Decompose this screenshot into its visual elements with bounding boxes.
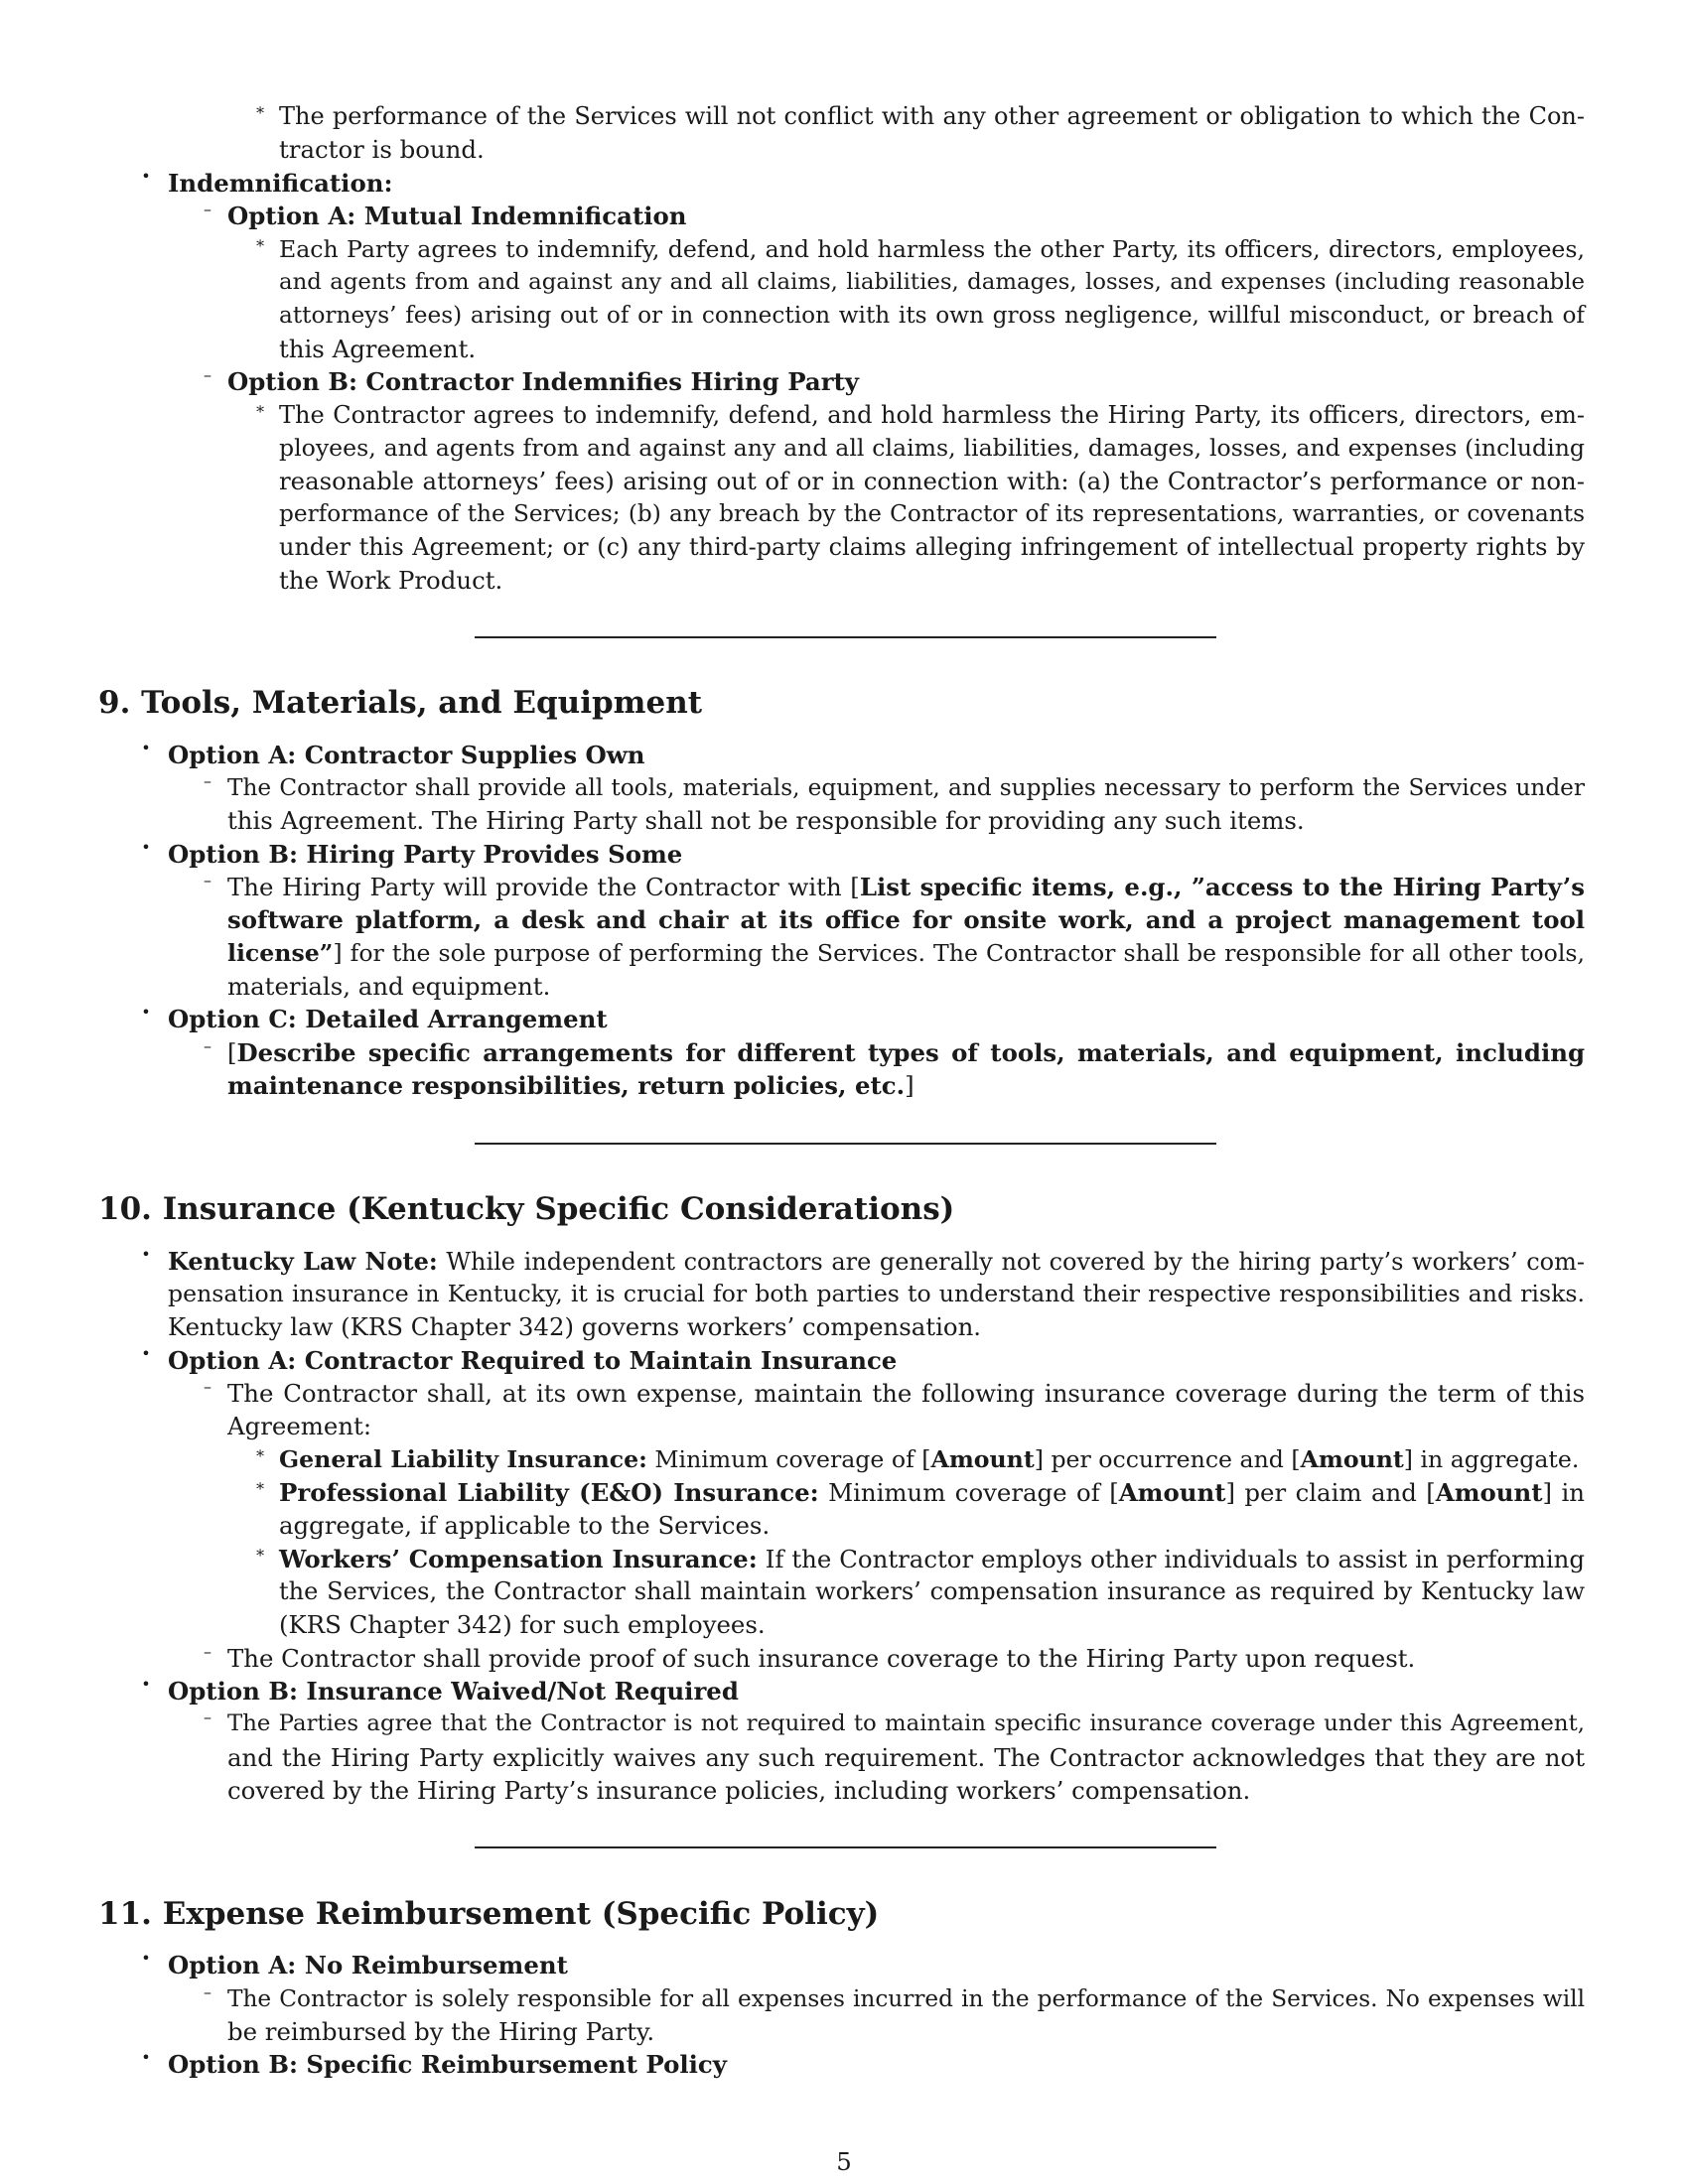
professional-liability-line-1: Professional Liability (E&O) Insurance: Minimum coverage of [Amount] per claim and [Amount] in — [279, 1478, 1586, 1507]
section-divider — [475, 1143, 1216, 1145]
insurance-b-line-3: covered by the Hiring Party’s insurance policies, including workers’ compensation. — [227, 1776, 1251, 1805]
indem-option-b-label: Option B: Contractor Indemnifies Hiring Party — [227, 367, 859, 396]
bullet-marker: • — [141, 167, 151, 186]
page-number: 5 — [836, 2147, 852, 2176]
bullet-marker: • — [141, 1344, 151, 1363]
dash-marker: – — [204, 1036, 211, 1055]
star-marker: ∗ — [254, 100, 266, 119]
expense-a-line-2: be reimbursed by the Hiring Party. — [227, 2017, 655, 2046]
bullet-marker: • — [141, 1245, 151, 1264]
section-11-heading: 11. Expense Reimbursement (Specific Policy) — [98, 1896, 880, 1932]
indem-a-line-1: Each Party agrees to indemnify, defend, and hold harmless the other Party, its officers, directors, employees, — [279, 235, 1585, 263]
insurance-b-line-1: The Parties agree that the Contractor is not required to maintain specific insurance coverage under this Agreement, — [227, 1710, 1585, 1736]
section-9-heading: 9. Tools, Materials, and Equipment — [98, 685, 703, 721]
bullet-marker: • — [141, 1675, 151, 1694]
tools-option-a-label: Option A: Contractor Supplies Own — [168, 741, 645, 769]
insurance-option-b-label: Option B: Insurance Waived/Not Required — [168, 1677, 739, 1706]
indem-b-line-1: The Contractor agrees to indemnify, defend, and hold harmless the Hiring Party, its officers, directors, em- — [279, 401, 1585, 429]
bullet-marker: • — [141, 838, 151, 857]
tools-b-line-1: The Hiring Party will provide the Contractor with [List specific items, e.g., ”access to the Hiring Party’s — [227, 873, 1586, 901]
rep-line-1: The performance of the Services will not conflict with any other agreement or obligation to which the Con- — [279, 102, 1585, 130]
dash-marker: – — [204, 1982, 211, 2001]
tools-a-line-1: The Contractor shall provide all tools, materials, equipment, and supplies necessary to perform the Services under — [227, 774, 1585, 801]
tools-b-line-2: software platform, a desk and chair at its office for onsite work, and a project management tool — [227, 905, 1585, 934]
dash-marker: – — [204, 1707, 211, 1726]
indem-b-line-4: performance of the Services; (b) any breach by the Contractor of its representations, warranties, or covenants — [279, 500, 1585, 527]
tools-c-line-2: maintenance responsibilities, return policies, etc.] — [227, 1071, 914, 1100]
dash-marker: – — [204, 365, 211, 384]
dash-marker: – — [204, 1377, 211, 1396]
indemnification-label: Indemnification: — [168, 169, 393, 198]
general-liability-line: General Liability Insurance: Minimum coverage of [Amount] per occurrence and [Amount] in aggregate. — [279, 1445, 1580, 1473]
section-10-heading: 10. Insurance (Kentucky Specific Considerations) — [98, 1191, 955, 1227]
proof-of-insurance-line: The Contractor shall provide proof of such insurance coverage to the Hiring Party upon request. — [227, 1644, 1416, 1673]
section-divider — [475, 1846, 1216, 1848]
workers-comp-line-2: the Services, the Contractor shall maintain workers’ compensation insurance as required by Kentucky law — [279, 1577, 1585, 1605]
dash-marker: – — [204, 871, 211, 889]
dash-marker: – — [204, 200, 211, 218]
insurance-a-line-1: The Contractor shall, at its own expense, maintain the following insurance coverage during the term of this — [227, 1379, 1585, 1408]
dash-marker: – — [204, 1642, 211, 1661]
tools-a-line-2: this Agreement. The Hiring Party shall not be responsible for providing any such items. — [227, 806, 1305, 835]
bullet-marker: • — [141, 1949, 151, 1968]
tools-c-line-1: [Describe specific arrangements for different types of tools, materials, and equipment, including — [227, 1038, 1585, 1067]
indem-a-line-4: this Agreement. — [279, 335, 477, 363]
professional-liability-line-2: aggregate, if applicable to the Services. — [279, 1511, 771, 1540]
workers-comp-line-3: (KRS Chapter 342) for such employees. — [279, 1610, 766, 1639]
section-divider — [475, 636, 1216, 638]
insurance-b-line-2: and the Hiring Party explicitly waives any such requirement. The Contractor acknowledges that they are not — [227, 1743, 1585, 1772]
bullet-marker: • — [141, 739, 151, 757]
star-marker: ∗ — [254, 1476, 266, 1495]
indem-a-line-3: attorneys’ fees) arising out of or in connection with its own gross negligence, willful misconduct, or breach of — [279, 302, 1585, 329]
workers-comp-line-1: Workers’ Compensation Insurance: If the Contractor employs other individuals to assist in performing — [279, 1545, 1585, 1573]
expense-a-line-1: The Contractor is solely responsible for all expenses incurred in the performance of the Services. No expenses will — [227, 1985, 1585, 2012]
indem-b-line-5: under this Agreement; or (c) any third-party claims alleging infringement of intellectual property rights by — [279, 533, 1585, 561]
tools-option-c-label: Option C: Detailed Arrangement — [168, 1005, 608, 1033]
ky-note-line-3: Kentucky law (KRS Chapter 342) governs workers’ compensation. — [168, 1312, 982, 1341]
expense-option-b-label: Option B: Specific Reimbursement Policy — [168, 2050, 727, 2079]
insurance-option-a-label: Option A: Contractor Required to Maintain Insurance — [168, 1346, 898, 1375]
indem-b-line-3: reasonable attorneys’ fees) arising out of or in connection with: (a) the Contractor’s performance or non- — [279, 467, 1585, 495]
tools-option-b-label: Option B: Hiring Party Provides Some — [168, 840, 683, 869]
star-marker: ∗ — [254, 1543, 266, 1562]
star-marker: ∗ — [254, 233, 266, 252]
rep-line-2: tractor is bound. — [279, 135, 485, 164]
star-marker: ∗ — [254, 399, 266, 418]
indem-b-line-2: ployees, and agents from and against any and all claims, liabilities, damages, losses, and expenses (including — [279, 434, 1585, 462]
tools-b-line-3: license”] for the sole purpose of performing the Services. The Contractor shall be responsible for all other tools, — [227, 939, 1585, 967]
indem-option-a-label: Option A: Mutual Indemnification — [227, 202, 687, 230]
insurance-a-line-2: Agreement: — [227, 1412, 372, 1440]
bullet-marker: • — [141, 2048, 151, 2067]
dash-marker: – — [204, 771, 211, 790]
indem-b-line-6: the Work Product. — [279, 566, 503, 595]
indem-a-line-2: and agents from and against any and all claims, liabilities, damages, losses, and expenses (including reasonable — [279, 269, 1585, 295]
ky-note-line-2: pensation insurance in Kentucky, it is crucial for both parties to understand their respective responsibilities and risks. — [168, 1280, 1585, 1307]
star-marker: ∗ — [254, 1443, 266, 1462]
expense-option-a-label: Option A: No Reimbursement — [168, 1951, 568, 1979]
bullet-marker: • — [141, 1003, 151, 1022]
ky-note-line-1: Kentucky Law Note: While independent contractors are generally not covered by the hiring party’s workers’ com- — [168, 1247, 1585, 1276]
tools-b-line-4: materials, and equipment. — [227, 972, 551, 1001]
